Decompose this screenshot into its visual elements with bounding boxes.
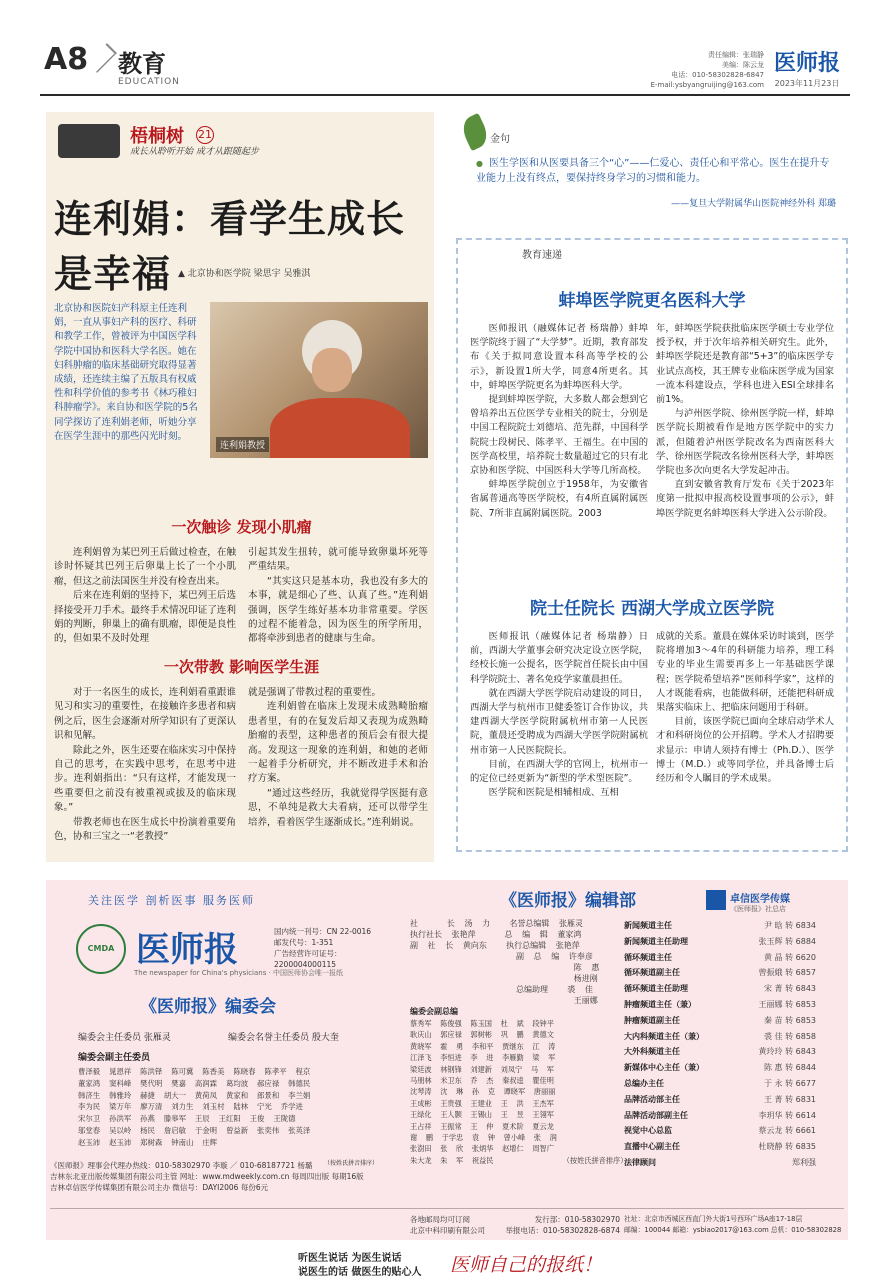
department-ext: 转 6831: [785, 1094, 816, 1104]
sub1-col-left: [54, 546, 236, 647]
department-person: 尹 晗: [764, 921, 786, 930]
masthead-logo-en: The newspaper for China's physicians · 中国医师协会唯一报纸: [134, 969, 344, 977]
issue-date: 2023年11月23日: [774, 79, 840, 88]
news1-col-left: [470, 322, 648, 521]
sub1-col-right: [248, 546, 428, 647]
department-name: 视觉中心总监: [624, 1126, 672, 1136]
news2-col-right: [656, 630, 834, 786]
footer-line: 举报电话：010-58302828-6874: [505, 1226, 620, 1235]
footer-line: 社址：北京市西城区西直门外大街1号西环广场A座17-18层: [624, 1215, 803, 1223]
department-row: [624, 1060, 816, 1076]
paragraph: 对于一名医生的成长，连利娟看重跟谁见习和实习的重要性，在接触许多患者和病例之后，医生会逐渐对所学知识有了更深认识和见解。: [54, 687, 236, 742]
footer-line: 发行部：010-58302970: [534, 1215, 620, 1224]
department-name: 大内科频道主任（兼）: [624, 1031, 704, 1041]
department-row: [624, 918, 816, 934]
photo-body: [270, 398, 410, 458]
news1-col-right: [656, 322, 834, 521]
board-director: 编委会主任委员 张雁灵: [78, 1033, 171, 1043]
paragraph: 目前，在西湖大学的官网上，杭州市一的定位已经更新为“新型的学术型医院”。: [470, 758, 648, 785]
department-ext: 转 6857: [785, 968, 816, 978]
department-list: [624, 918, 816, 1171]
department-person: 蔡云龙: [758, 1126, 786, 1136]
board-hon-director: 编委会名誉主任委员 殷大奎: [228, 1033, 339, 1043]
phone: 电话：010-58302828-6847: [671, 71, 764, 79]
department-ext: 转 6677: [785, 1078, 816, 1088]
footer-row: [410, 1225, 620, 1236]
section-title: 教育: [118, 50, 166, 78]
feature-intro: 北京协和医院妇产科原主任连利娟，一直从事妇产科的医疗、科研和教学工作，曾被评为中国医学科学院中国协和医科大学名医。她在妇科肿瘤的临床基础研究取得显著成绩，还连续主编了五版具有权威性和科学价值的参考书《林巧稚妇科肿瘤学》。来自协和医学院的5名同学探访了连利娟老师，听她分享在医学生涯中的那些闪光时刻。: [54, 303, 198, 442]
feature-headline: 连利娟：看学生成长是幸福: [54, 196, 406, 296]
department-ext: 转 6853: [785, 1015, 816, 1025]
department-row: [624, 981, 816, 997]
bottom-calligraphy: 医师自己的报纸！: [450, 1254, 603, 1276]
department-person: 王丽娜: [758, 999, 786, 1009]
department-person: 李玥华: [758, 1110, 786, 1120]
masthead-footer-mid: [410, 1214, 620, 1236]
subheading-2: 一次带教 影响医学生涯: [163, 658, 320, 676]
quote-source: ——复旦大学附属华山医院神经外科 郑璐: [671, 199, 836, 209]
paragraph: 连利娟曾在临床上发现未成熟畸胎瘤患者里，有的在复发后却又表现为成熟畸胎瘤的表型，这种患者的预后会有很大提高。发现这一现象的连利娟，和她的老师一起着手分析研究，并不断改进手术和治疗方案。: [248, 701, 428, 785]
department-name: 品牌活动部副主任: [624, 1110, 688, 1120]
department-name: 新闻频道主任: [624, 921, 672, 930]
board-vice-title: 编委会副主任委员: [78, 1053, 151, 1063]
feature-byline: ▲ 北京协和医学院 梁思宇 吴雅淇: [178, 269, 311, 279]
department-row: [624, 934, 816, 950]
department-name: 大外科频道主任: [624, 1047, 680, 1057]
sub2-col-right: [248, 686, 428, 830]
department-ext: 转 6614: [785, 1110, 816, 1120]
paragraph: 连利娟曾为某巴列王后做过检查，在触诊时怀疑其巴列王后卵巢上长了一个小肌瘤，但这之前法国医生并没有检查出来。: [54, 547, 236, 587]
cmda-seal-icon: CMDA: [76, 924, 126, 974]
column-subtitle: 成长从聆听开始 成才从跟随起步: [130, 147, 259, 157]
department-name: 直播中心副主任: [624, 1142, 680, 1152]
paragraph: 年，蚌埠医学院获批临床医学硕士专业学位授予权，并于次年培养相关研究生。此外，蚌埠医学院还是教育部“5+3”的临床医学专业试点高校，其王牌专业临床医学成为国家一流本科建设点，学科也进入ESI全球排名前1%。: [656, 323, 835, 406]
column-number: 21: [196, 126, 214, 144]
department-person: 裘 佳: [764, 1031, 786, 1041]
paragraph: 除此之外，医生还要在临床实习中保持自己的思考，在实践中思考，在思考中进步。连利娟指出：“只有这样，才能发现一些重要但之前没有被重视或拔及的临床现象。”: [54, 744, 236, 814]
paragraph: 带教老师也在医生成长中扮演着重要角色，协和三宝之一“老教授”: [54, 816, 236, 843]
section-title-en: EDUCATION: [118, 77, 180, 87]
paragraph: 后来在连利娟的坚持下，某巴列王后选择接受开刀手术。最终手术情况印证了连利娟的判断，卵巢上的确有肌瘤，即便是良性的，但如果不及时处理: [54, 590, 236, 645]
department-ext: 转 6853: [785, 999, 816, 1009]
subheading-1: 一次触诊 发现小肌瘤: [171, 518, 312, 536]
paragraph: 蚌埠医学院创立于1958年，为安徽省省属普通高等医学院校，有4所直属附属医院、7所非直属附属医院。2003: [470, 479, 648, 519]
board-vice-names: 曹泽毅 晁恩祥 陈洪铎 陈可冀 陈香美 陈晓春 陈孝平 程京 董家鸿 窦科峰 樊代明 樊嘉 高润霖 葛均波 郝应禄 韩德民 韩济生 韩雅玲 赫捷 胡大一 黄荷凤 黄家和 郎景和 李兰娟 李为民 梁万年 廖万清 刘力生 刘玉村 陆林 宁光 乔学进 宋尔卫 孙洪军 孙燕 滕皋军 王辰 王红阳 王俊 王陇德 邬堂春 吴以岭 杨民 詹启敏 于金明 曾益新 张奕伟 张英泽 赵玉沛 赵玉沛 郑树森 钟南山 庄辉: [78, 1067, 311, 1147]
photo-face: [312, 348, 352, 392]
department-person: 于 永: [764, 1078, 786, 1088]
paragraph: 提到蚌埠医学院，大多数人都会想到它曾培养出五位医学专业相关的院士，分别是中国工程院院士刘德培、范先群，中国科学院院士段树民、陈孝平、王福生。在中国的医学高校里，培养院士数量超过它的只有北京协和医学院、中国医科大学等几所高校。: [470, 394, 648, 477]
department-row: [624, 1155, 816, 1171]
slogan-line: 说医生的话 做医生的贴心人: [298, 1267, 422, 1278]
newspaper-logo: 医师报: [773, 50, 840, 76]
department-row: [624, 1044, 816, 1060]
leadership-list: 社 长 汤 力 名誉总编辑 张雁灵 执行社长 张艳萍 总 编 辑 董家鸿 副 社 长 黄向东 执行总编辑 张艳萍 副 总 编 许奉彦 陈 惠 杨进刚 总编助理 裘 佳 王丽娜: [410, 919, 600, 1005]
department-person: 陈 惠: [764, 1063, 786, 1073]
sub2-col-left: [54, 686, 236, 844]
department-name: 肿瘤频道副主任: [624, 1015, 680, 1025]
department-row: [624, 965, 816, 981]
quote-label: 金句: [490, 134, 510, 145]
department-ext: 转 6835: [785, 1142, 816, 1152]
department-name: 品牌活动部主任: [624, 1094, 680, 1104]
news2-title: 院士任院长 西湖大学成立医学院: [530, 599, 774, 619]
department-row: [624, 1092, 816, 1108]
department-row: [624, 1076, 816, 1092]
department-row: [624, 1123, 816, 1139]
bottom-slogan: [298, 1252, 444, 1280]
leaf-icon: [458, 113, 491, 151]
footer-line: 吉林卓信医学传媒集团有限公司主办 微信号：DAYI2006 每份6元: [50, 1183, 269, 1192]
chevron-right-icon: [87, 43, 117, 73]
news2-col-left: [470, 630, 648, 800]
department-person: 郑利强: [792, 1157, 816, 1167]
designer: 美编：陈云龙: [722, 61, 764, 69]
paragraph: 医师报讯（融媒体记者 杨瑞静）蚌埠医学院终于圆了“大学梦”。近期，教育部发布《关于拟同意设置本科高等学校的公示》，新设置1所大学，同意4所更名。其中，蚌埠医学院更名为蚌埠医科大学。: [470, 323, 648, 391]
department-name: 循环频道副主任: [624, 968, 680, 978]
slogan-line: 听医生说话 为医生说话: [298, 1253, 402, 1264]
department-ext: 转 6834: [785, 921, 816, 930]
department-person: 秦 苗: [764, 1015, 786, 1025]
department-row: [624, 1108, 816, 1124]
department-ext: 转 6884: [785, 936, 816, 946]
board-note: （按姓氏拼音排序）: [324, 1160, 379, 1167]
department-row: [624, 997, 816, 1013]
paragraph: 引起其发生扭转，就可能导致卵巢坏死等严重结果。: [248, 547, 428, 573]
paragraph: “其实这只是基本功，我也没有多大的本事，就是细心了些、认真了些。”连利娟强调，医学生练好基本功非常重要。学医的过程不能着急，因为医生的所学所用，都将牵涉到患者的健康与生命。: [248, 575, 428, 645]
masthead-footer-right: [624, 1214, 846, 1236]
department-person: 黄玲玲: [758, 1047, 786, 1057]
portrait-photo: [210, 302, 428, 458]
publisher-logo-sub: 《医师报》社总店: [730, 905, 786, 913]
footer-line: 邮编：100044 邮箱：ysbiao2017@163.com 总机：010-58302828: [624, 1226, 842, 1234]
department-row: [624, 1029, 816, 1045]
masthead-logo: 医师报: [136, 930, 238, 970]
page-number: A8: [44, 42, 89, 77]
editor: 责任编辑：张瑞静: [708, 51, 764, 59]
masthead-slogan: 关注医学 剖析医事 服务医师: [88, 894, 255, 907]
department-person: 黄 晶: [764, 952, 786, 962]
department-row: [624, 1139, 816, 1155]
editorial-board-title: 《医师报》编委会: [140, 997, 276, 1017]
department-person: 杜晓静: [758, 1142, 786, 1152]
department-row: [624, 950, 816, 966]
paragraph: 医师报讯（融媒体记者 杨瑞静）日前，西湖大学董事会研究决定设立医学院，经校长施一公提名，医学院首任院长由中国科学院院士、著名免疫学家董晨担任。: [470, 631, 648, 685]
department-row: [624, 1013, 816, 1029]
masthead-footer-left: [50, 1160, 390, 1193]
department-ext: 转 6843: [785, 1047, 816, 1057]
paragraph: 直到安徽省教育厅发布《关于2023年度第一批拟申报高校设置事项的公示》，蚌埠医学院更名蚌埠医科大学进入公示阶段。: [656, 479, 834, 519]
department-person: 王 菁: [764, 1094, 786, 1104]
department-ext: 转 6620: [785, 952, 816, 962]
department-name: 肿瘤频道主任（兼）: [624, 999, 696, 1009]
email: E-mail:ysbyangruijing@163.com: [650, 81, 764, 89]
column-logo-icon: [58, 124, 120, 158]
quote-text: ● 医生学医和从医要具备三个“心”——仁爱心、责任心和平常心。医生在提升专业能力上没有终点，要保持终身学习的习惯和能力。: [476, 156, 836, 186]
department-name: 法律顾问: [624, 1157, 656, 1167]
publisher-logo-icon: [706, 890, 726, 910]
department-ext: 转 6844: [785, 1063, 816, 1073]
footer-line: 《医师报》理事会代理办热线：010-58302970 李璇 ／ 010-68187721 杨璐: [50, 1161, 313, 1170]
publisher-logo: 卓信医学传媒: [730, 894, 790, 905]
paragraph: 医学院和医院是相辅相成、互相: [488, 787, 619, 799]
vice-editors-list: 蔡秀军 陈俊强 陈玉国 杜 斌 段钟平 耿庆山 郭应禄 郭树彬 巩 鹏 黄德文 黄晓军 霍 勇 李和平 贾继东 江 涛 江泽飞 李恒进 李 进 李雁勤 梁 军 梁廷波 林钢锋 刘建新 刘凤宁 马 军 马朋林 米卫东 乔 杰 秦叔逵 瞿佳明 沈琴涛 沈 琳 孙 克 谭晓军 唐丽丽 王成彬 王贵强 王建业 王 洪 王杰军 王绿化 王人颢 王锡山 王 昱 王翎军 王占祥 王振常 王 仲 夏术阶 夏云龙 谢 鹏 于学忠 袁 钟 曾小峰 张 润 张澍田 张 欣 张炳华 赵增仁 周智广 朱大龙 朱 军 祝益民 （按姓氏拼音排序）: [410, 1019, 628, 1165]
department-name: 循环频道主任助理: [624, 984, 688, 994]
column-name: 梧桐树: [130, 126, 184, 147]
department-name: 循环频道主任: [624, 952, 672, 962]
news1-title: 蚌埠医学院更名医科大学: [558, 291, 746, 311]
footer-line: 北京中科印刷有限公司: [410, 1226, 485, 1235]
editor-info: [640, 50, 764, 90]
department-ext: 转 6858: [785, 1031, 816, 1041]
paragraph: 就是强调了带教过程的重要性。: [248, 687, 382, 698]
editorial-dept-title: 《医师报》编辑部: [500, 891, 636, 911]
news-tag: 教育速递: [518, 246, 566, 261]
footer-row: [410, 1214, 620, 1225]
department-ext: 转 6661: [785, 1126, 816, 1136]
department-ext: 转 6843: [785, 984, 816, 994]
paragraph: 就在西湖大学医学院启动建设的同日，西湖大学与杭州市卫健委签订合作协议，共建西湖大学医学院附属杭州市第一人民医院，董晨还受聘成为西湖大学医学院附属杭州市第一人民医院院长。: [470, 687, 648, 756]
footer-line: 吉林东北亚出版传媒集团有限公司主管 网址：www.mdweekly.com.cn 每周四出版 每期16版: [50, 1172, 364, 1181]
department-name: 新闻频道主任助理: [624, 936, 688, 946]
department-name: 总编办主任: [624, 1078, 664, 1088]
footer-line: 各地邮局均可订阅: [410, 1215, 470, 1224]
photo-caption: 连利娟教授: [216, 437, 269, 452]
department-person: 曾振娥: [758, 968, 786, 978]
department-person: 张玉辉: [758, 936, 786, 946]
department-name: 新媒体中心主任（兼）: [624, 1063, 704, 1073]
masthead-info: 国内统一刊号：CN 22-0016 邮发代号：1-351 广告经营许可证号： 2200004000115: [274, 927, 372, 969]
paragraph: “通过这些经历，我就觉得学医挺有意思，不单纯是救大夫看病，还可以带学生培养，看着医学生逐渐成长。”连利娟说。: [248, 787, 428, 828]
paragraph: 目前，该医学院已面向全球启动学术人才和科研岗位的公开招聘。学术人才招聘要求显示：申请人须持有博士（Ph.D.）、医学博士（M.D.）或等同学位，并具备博士后经历和令人瞩目的学术成果。: [656, 716, 834, 785]
vice-editors-title: 编委会副总编: [410, 1007, 458, 1016]
department-person: 宋 菁: [764, 984, 786, 994]
header-divider: [40, 94, 850, 96]
paragraph: 成就的关系。董晨在媒体采访时谈到，医学院将增加3～4年的科研能力培养，理工科专业的毕业生需要再多上一年基础医学课程；医学院希望培养“医师科学家”，这样的人才既能看病，也能做科研，还能把科研成果落实临床上、把临床问题用于科研。: [656, 631, 834, 714]
paragraph: 与泸州医学院、徐州医学院一样，蚌埠医学院长期被看作是地方医学院中的实力派，但随着泸州医学院改名为西南医科大学、徐州医学院改名徐州医科大学，蚌埠医学院也多次向更名大学发起冲击。: [656, 408, 834, 477]
masthead-footer-divider: [50, 1208, 844, 1209]
